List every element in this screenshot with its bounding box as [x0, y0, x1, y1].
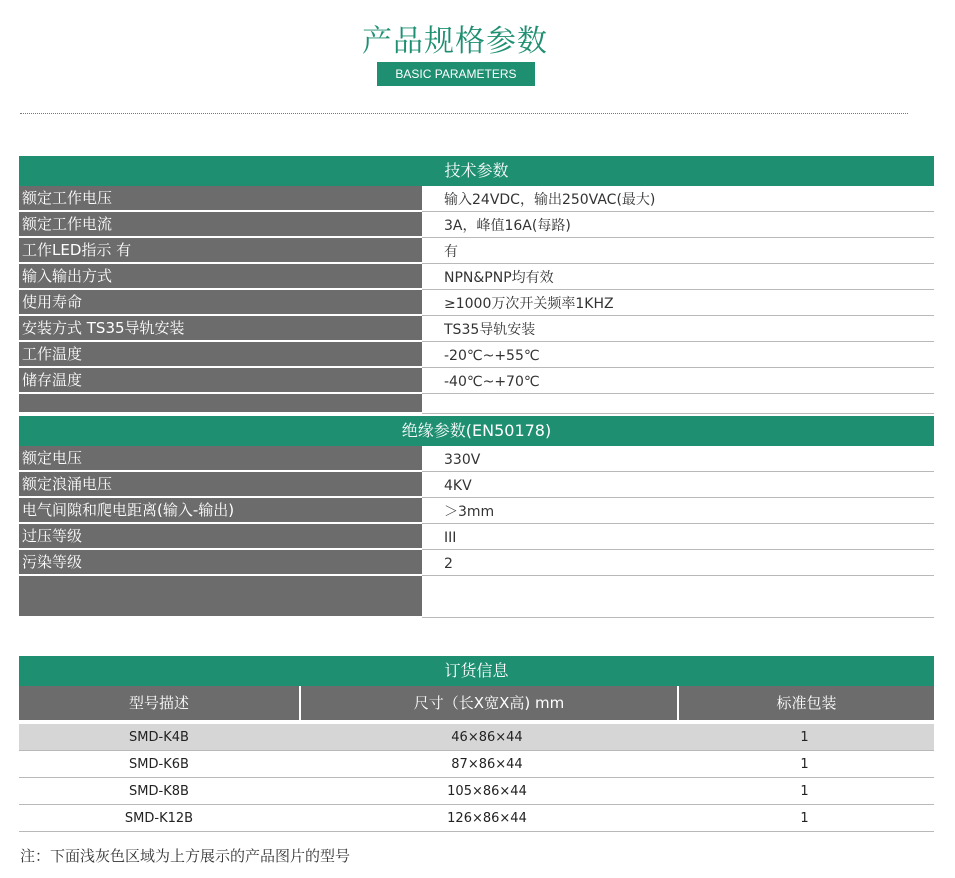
divider [20, 113, 908, 114]
table-row [19, 498, 934, 524]
cell-model: SMD-K12B [124, 811, 194, 826]
cell-size: 126×86×44 [447, 811, 527, 826]
table-row [19, 472, 934, 498]
cell-package: 1 [800, 757, 809, 772]
row-label: 储存温度 [19, 368, 422, 394]
row-label [19, 394, 422, 414]
table-row [19, 342, 934, 368]
table-row [19, 290, 934, 316]
table-row [19, 778, 934, 805]
col-header-size: 尺寸（长X宽X高) mm [299, 686, 677, 720]
row-label-empty [19, 576, 422, 618]
row-value: ＞3mm [422, 498, 934, 524]
table-row [19, 212, 934, 238]
row-value: NPN&PNP均有效 [422, 264, 934, 290]
row-value: III [422, 524, 934, 550]
table-row-empty [19, 394, 934, 414]
row-value [422, 394, 934, 414]
row-value: 有 [422, 238, 934, 264]
table-row [19, 368, 934, 394]
row-value: 3A，峰值16A(每路) [422, 212, 934, 238]
row-label: 安装方式 TS35导轨安装 [19, 316, 422, 342]
table-row [19, 524, 934, 550]
row-label: 工作LED指示 有 [19, 238, 422, 264]
cell-model: SMD-K6B [129, 757, 189, 772]
table-row [19, 724, 934, 751]
cell-size: 46×86×44 [451, 730, 523, 745]
col-header-package: 标准包装 [677, 686, 934, 720]
row-value: ≥1000万次开关频率1KHZ [422, 290, 934, 316]
row-label: 污染等级 [19, 550, 422, 576]
insulation-params-table [19, 416, 934, 618]
col-header-model: 型号描述 [128, 694, 189, 712]
row-label: 工作温度 [19, 342, 422, 368]
table-row [19, 805, 934, 832]
tech-params-heading: 技术参数 [19, 156, 934, 186]
row-label: 过压等级 [19, 524, 422, 550]
row-label: 使用寿命 [19, 290, 422, 316]
row-value: 2 [422, 550, 934, 576]
row-value-empty [422, 576, 934, 618]
row-label: 额定工作电流 [19, 212, 422, 238]
table-row-empty [19, 576, 934, 618]
cell-model: SMD-K8B [129, 784, 189, 799]
row-label: 额定浪涌电压 [19, 472, 422, 498]
cell-package: 1 [800, 730, 809, 745]
table-row [19, 446, 934, 472]
footnote: 注：下面浅灰色区域为上方展示的产品图片的型号 [20, 847, 351, 865]
row-value: -20℃~+55℃ [422, 342, 934, 368]
row-value: 4KV [422, 472, 934, 498]
row-label: 输入输出方式 [19, 264, 422, 290]
order-info-table [19, 656, 934, 832]
tech-params-table [19, 156, 934, 414]
cell-size: 87×86×44 [451, 757, 523, 772]
table-row [19, 186, 934, 212]
row-label: 电气间隙和爬电距离(输入-输出) [19, 498, 422, 524]
row-value: TS35导轨安装 [422, 316, 934, 342]
subtitle-badge: BASIC PARAMETERS [377, 62, 535, 86]
cell-package: 1 [800, 784, 809, 799]
table-row [19, 751, 934, 778]
row-value: -40℃~+70℃ [422, 368, 934, 394]
table-row [19, 238, 934, 264]
table-row [19, 264, 934, 290]
cell-size: 105×86×44 [447, 784, 527, 799]
cell-model: SMD-K4B [129, 730, 189, 745]
row-label: 额定工作电压 [19, 186, 422, 212]
row-value: 330V [422, 446, 934, 472]
table-row [19, 550, 934, 576]
order-info-heading: 订货信息 [19, 656, 934, 686]
cell-package: 1 [800, 811, 809, 826]
insulation-params-heading: 绝缘参数(EN50178) [19, 416, 934, 446]
row-label: 额定电压 [19, 446, 422, 472]
row-value: 输入24VDC，输出250VAC(最大) [422, 186, 934, 212]
page-title: 产品规格参数 [362, 24, 548, 59]
table-row [19, 316, 934, 342]
order-table-header [19, 686, 934, 720]
